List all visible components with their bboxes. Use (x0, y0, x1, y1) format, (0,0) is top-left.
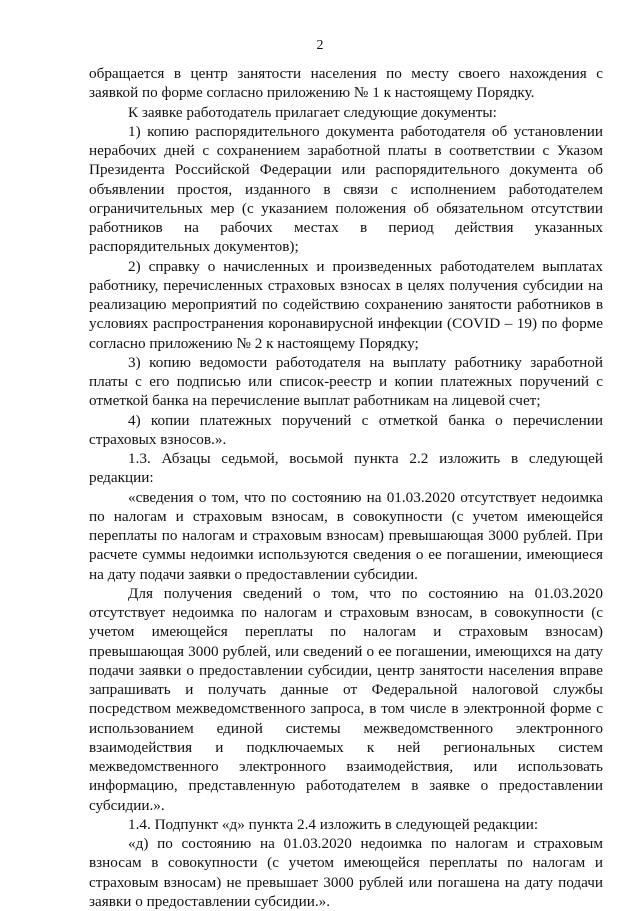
paragraph-section-1-4: 1.4. Подпункт «д» пункта 2.4 изложить в следующей редакции: (128, 815, 539, 833)
paragraph-section-1-3: 1.3. Абзацы седьмой, восьмой пункта 2.2 изложить в следующей редакции: (89, 450, 603, 487)
paragraph-subitem-d: «д) по состоянию на 01.03.2020 недоимка по налогам и страховым взносам в совокупности (с учетом имеющейся переплаты по налогам и страховым взносам) не превышает 3000 рублей или погашена на дату подачи заявки о предоставлении субсидии.». (89, 835, 603, 910)
paragraph-quote-info: «сведения о том, что по состоянию на 01.03.2020 отсутствует недоимка по налогам и страховым взносам, в совокупности (с учетом имеющейся переплаты по налогам и страховым взносам) превышающая 3000 рублей. При расчете суммы недоимки используются сведения о ее погашении, имеющиеся на дату подачи заявки о предоставлении субсидии. (89, 488, 603, 583)
paragraph-item-1: 1) копию распорядительного документа работодателя об установлении нерабочих дней с сохранением заработной платы в соответствии с Указом Президента Российской Федерации или распорядительного документа об объявлении простоя, изданного в связи с исполнением работодателем ограничительных мер (с указанием положения об обязательном отсутствии работников на рабочих местах в период действия указанных распорядительных документов); (89, 122, 603, 256)
document-body (89, 64, 603, 911)
page-number: 2 (316, 38, 324, 53)
paragraph-attachments-intro: К заявке работодатель прилагает следующие документы: (128, 103, 497, 121)
paragraph-item-3: 3) копию ведомости работодателя на выплату работнику заработной платы с его подписью или список-реестр и копии платежных поручений с отметкой банка на перечисление выплат работникам на лицевой счет; (89, 353, 603, 410)
paragraph-item-2: 2) справку о начисленных и произведенных работодателем выплатах работнику, перечисленных страховых взносах в целях получения субсидии на реализацию мероприятий по содействию сохранению занятости работников в условиях распространения коронавирусной инфекции (COVID – 19) по форме согласно приложению № 2 к настоящему Порядку; (89, 257, 603, 352)
paragraph-obtaining-info: Для получения сведений о том, что по состоянию на 01.03.2020 отсутствует недоимка по налогам и страховым взносам, в совокупности (с учетом имеющейся переплаты по налогам и страховым взносам) превышающая 3000 рублей, или сведений о ее погашении, имеющихся на дату подачи заявки о предоставлении субсидии, центр занятости населения вправе запрашивать и получать данные от Федеральной налоговой службы посредством межведомственного запроса, в том числе в электронной форме с использованием единой системы межведомственного электронного взаимодействия и подключаемых к ней региональных систем межведомственного электронного взаимодействия, или использовать информацию, представленную работодателем в заявке о предоставлении субсидии.». (89, 584, 603, 814)
paragraph-continuation: обращается в центр занятости населения по месту своего нахождения с заявкой по форме согласно приложению № 1 к настоящему Порядку. (89, 65, 603, 102)
paragraph-item-4: 4) копии платежных поручений с отметкой банка о перечислении страховых взносов.». (89, 411, 603, 448)
